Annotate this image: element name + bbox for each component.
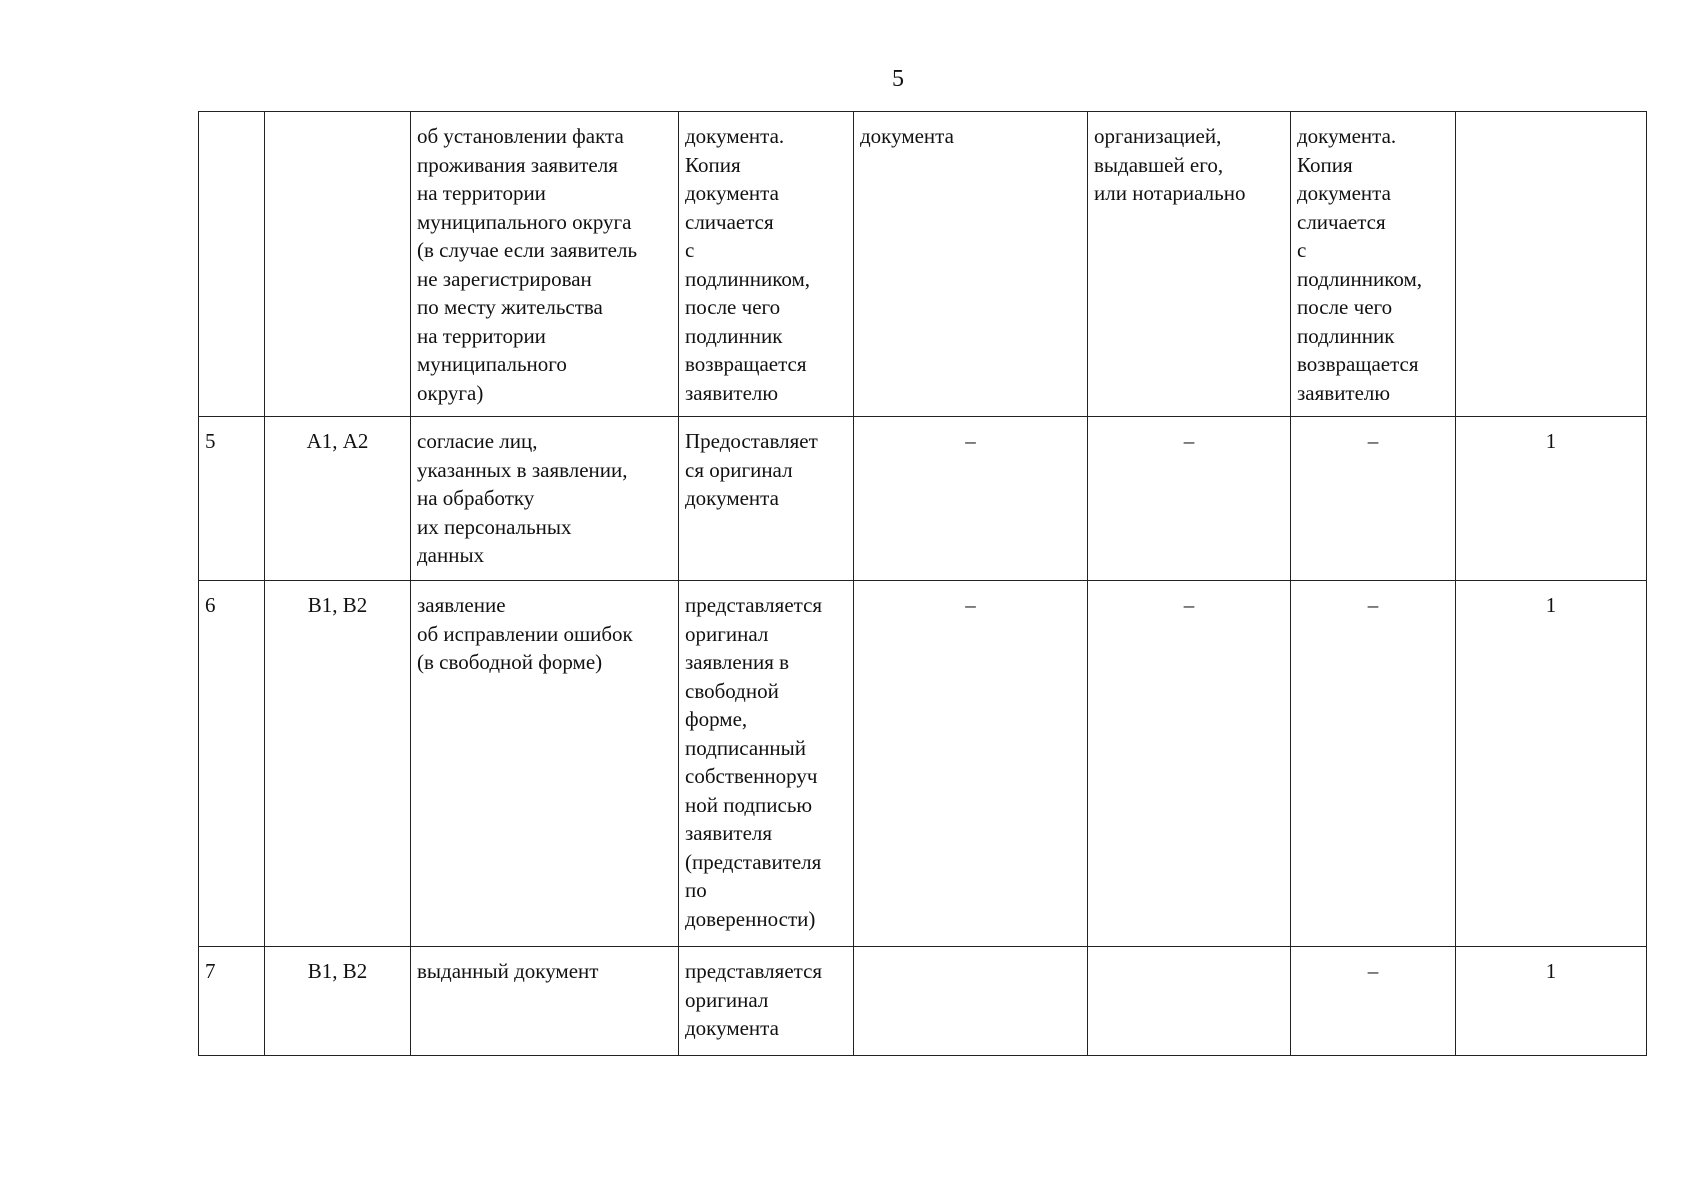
cell-column-5: документа: [854, 112, 1088, 417]
cell-count: 1: [1456, 947, 1647, 1056]
cell-column-7: документа. Копия документа сличается с подлинником, после чего подлинник возвращается заявителю: [1291, 112, 1456, 417]
cell-column-5: –: [854, 581, 1088, 947]
cell-submission-form: представляется оригинал заявления в свободной форме, подписанный собственноруч ной подписью заявителя (представителя по доверенности): [679, 581, 854, 947]
cell-document-name: выданный документ: [411, 947, 679, 1056]
cell-document-name: заявление об исправлении ошибок (в свободной форме): [411, 581, 679, 947]
page-number: 5: [892, 66, 904, 92]
cell-number: [199, 112, 265, 417]
documents-table: [198, 111, 1647, 1056]
cell-count: 1: [1456, 581, 1647, 947]
table-row: [199, 581, 1647, 947]
table-row: [199, 417, 1647, 581]
cell-document-name: об установлении факта проживания заявителя на территории муниципального округа (в случае если заявитель не зарегистрирован по месту жительства на территории муниципального округа): [411, 112, 679, 417]
cell-count: [1456, 112, 1647, 417]
cell-number: 5: [199, 417, 265, 581]
cell-submission-form: представляется оригинал документа: [679, 947, 854, 1056]
cell-column-5: [854, 947, 1088, 1056]
cell-column-6: –: [1088, 417, 1291, 581]
cell-applicant-category: В1, В2: [265, 581, 411, 947]
cell-column-5: –: [854, 417, 1088, 581]
cell-submission-form: Предоставляет ся оригинал документа: [679, 417, 854, 581]
cell-column-7: –: [1291, 581, 1456, 947]
cell-column-7: –: [1291, 947, 1456, 1056]
cell-column-7: –: [1291, 417, 1456, 581]
cell-count: 1: [1456, 417, 1647, 581]
cell-number: 6: [199, 581, 265, 947]
cell-submission-form: документа. Копия документа сличается с подлинником, после чего подлинник возвращается заявителю: [679, 112, 854, 417]
cell-applicant-category: [265, 112, 411, 417]
cell-column-6: [1088, 947, 1291, 1056]
cell-applicant-category: А1, А2: [265, 417, 411, 581]
table-row: [199, 947, 1647, 1056]
cell-applicant-category: В1, В2: [265, 947, 411, 1056]
table-row: [199, 112, 1647, 417]
cell-column-6: организацией, выдавшей его, или нотариально: [1088, 112, 1291, 417]
cell-column-6: –: [1088, 581, 1291, 947]
cell-number: 7: [199, 947, 265, 1056]
cell-document-name: согласие лиц, указанных в заявлении, на обработку их персональных данных: [411, 417, 679, 581]
